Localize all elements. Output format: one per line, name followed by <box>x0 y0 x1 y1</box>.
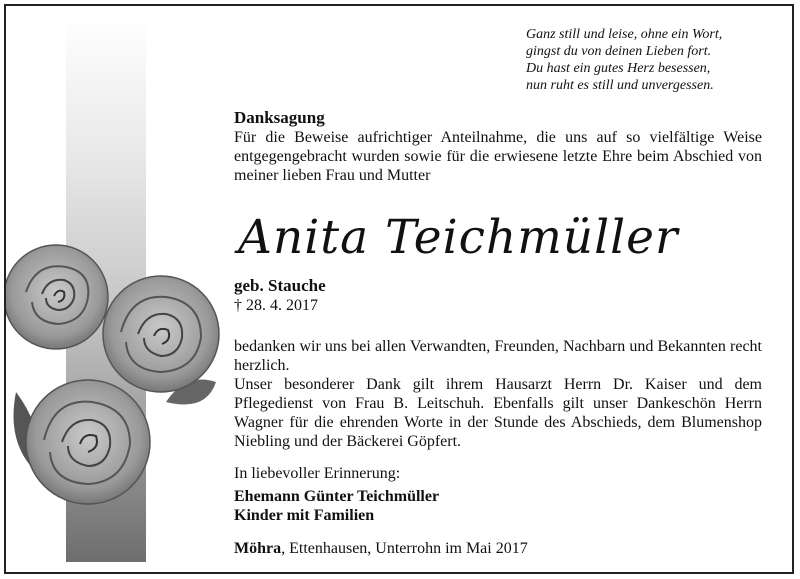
poem <box>526 26 766 94</box>
place-main: Möhra <box>234 540 282 557</box>
deceased-name: Anita Teichmüller <box>238 210 679 265</box>
poem-line: nun ruht es still und unvergessen. <box>526 78 714 93</box>
thanks-body <box>234 337 762 451</box>
body-paragraph: bedanken wir uns bei allen Verwandten, Freunden, Nachbarn und Bekannten recht herzlich. <box>234 338 762 374</box>
death-date: † 28. 4. 2017 <box>234 297 318 314</box>
body-paragraph: Unser besonderer Dank gilt ihrem Hausarzt Herrn Dr. Kaiser und dem Pflegedienst von Frau B. Leitschuh. Ebenfalls gilt unser Dankeschön Herrn Wagner für die ehrenden Worte in der Stunde des Abschieds, dem Blumenshop Niebling und der Bäckerei Göpfert. <box>234 376 762 450</box>
place-rest: , Ettenhausen, Unterrohn im Mai 2017 <box>281 540 528 557</box>
roses-image <box>6 242 226 522</box>
poem-line: Ganz still und leise, ohne ein Wort, <box>526 27 723 42</box>
memory-line: In liebevoller Erinnerung: <box>234 465 401 482</box>
signers <box>234 487 439 525</box>
intro-text: Für die Beweise aufrichtiger Anteilnahme, die uns auf so vielfältige Weise entgegengebracht wurden sowie für die erwiesene letzte Ehre beim Abschied von meiner lieben Frau und Mutter <box>234 129 762 184</box>
heading: Danksagung <box>234 108 325 127</box>
poem-line: gingst du von deinen Lieben fort. <box>526 44 712 59</box>
signer: Ehemann Günter Teichmüller <box>234 488 440 505</box>
obituary-card <box>4 4 794 574</box>
birth-name: geb. Stauche <box>234 276 326 295</box>
poem-line: Du hast ein gutes Herz besessen, <box>526 61 711 76</box>
signer: Kinder mit Familien <box>234 507 375 524</box>
place-date <box>234 540 528 558</box>
thanks-section <box>234 108 762 185</box>
